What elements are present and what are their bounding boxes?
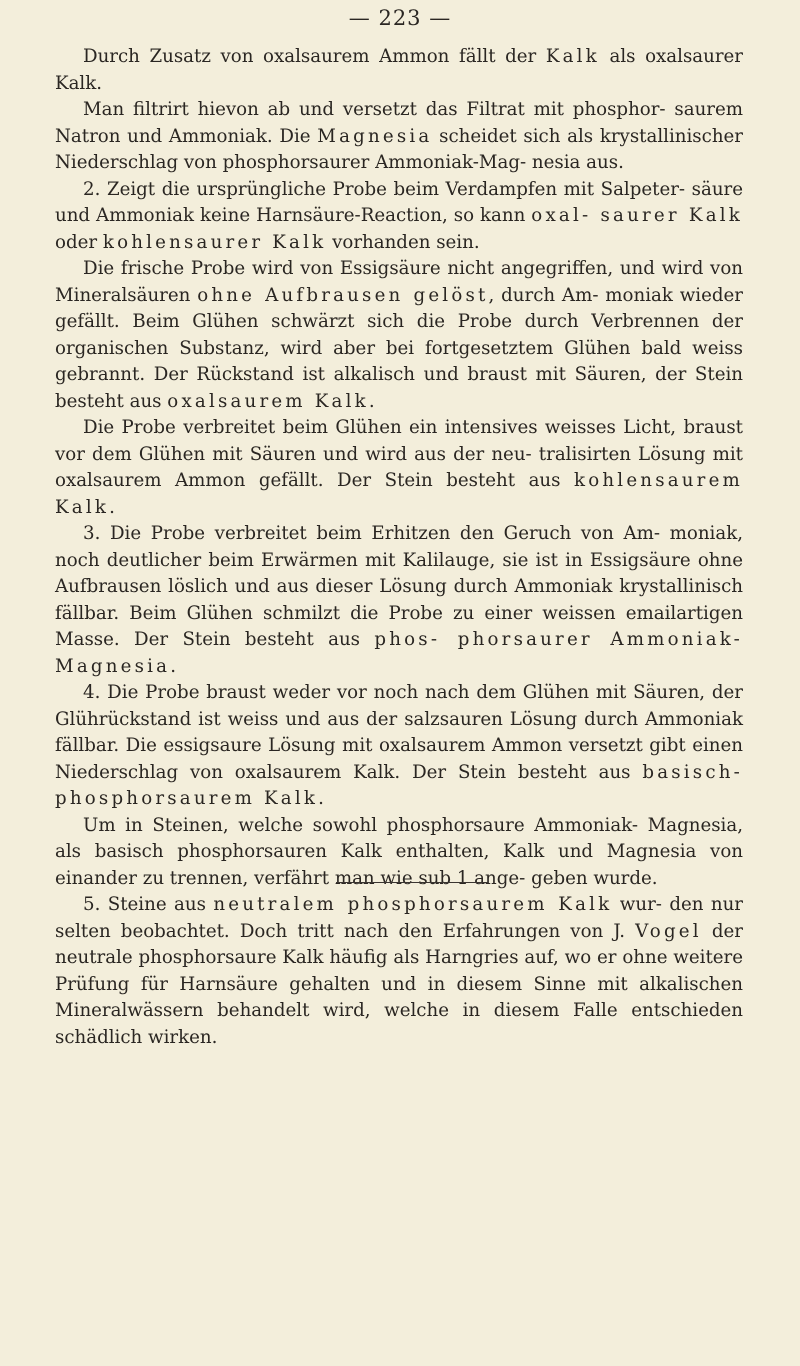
text-run: Man filtrirt hievon ab und versetzt das Filtrat mit phosphor- saurem Natron und Ammoniak. Die (55, 99, 743, 147)
emphasized-text: basisch-phosphorsaurem Kalk (55, 761, 743, 809)
text-run: der neutrale phosphorsaure Kalk häufig als Harngries auf, wo er ohne weitere Prüfung für Harnsäure gehalten und in diesem Sinne mit alkalischen Mineralwässern behandelt wird, welche in diesem Falle entschieden schädlich wirken. (55, 920, 743, 1048)
text-run: scheidet sich als krystallinischer Niederschlag von phosphorsaurer Ammoniak-Mag- nesia aus. (55, 125, 743, 173)
text-run: . (318, 788, 324, 809)
text-run: Durch Zusatz von oxalsaurem Ammon fällt der (83, 46, 546, 67)
text-run: wur- den nur selten beobachtet. Doch tritt nach den Erfahrungen von J. (55, 894, 743, 942)
emphasized-text: ohne Aufbrausen gelöst (197, 284, 489, 306)
emphasized-text: neutralem phosphorsaurem Kalk (213, 894, 613, 915)
paragraph-p1 (55, 44, 743, 97)
emphasized-text: kohlensaurer Kalk (102, 231, 327, 253)
footer-rule (336, 882, 488, 883)
text-run: Die Probe verbreitet beim Glühen ein intensives weisses Licht, braust vor dem Glühen mit Säuren und wird aus der neu- tralisirten Lösung mit oxalsaurem Ammon gefällt. Der Stein besteht aus (55, 417, 743, 491)
text-run: . (368, 390, 375, 412)
paragraph-p9 (55, 892, 743, 1051)
paragraph-p4 (55, 256, 743, 415)
emphasized-text: Vogel (635, 920, 702, 942)
text-run: , durch Am- moniak wieder gefällt. Beim Glühen schwärzt sich die Probe durch Verbrennen der organischen Substanz, wird aber bei fortgesetztem Glühen bald weiss gebrannt. Der Rückstand ist alkalisch und braust mit Säuren, der Stein besteht aus (55, 284, 743, 412)
paragraph-p7 (55, 680, 743, 813)
text-run: 3. Die Probe verbreitet beim Erhitzen den Geruch von Am- moniak, noch deutlicher beim Erwärmen mit Kalilauge, sie ist in Essigsäure ohne Aufbrausen löslich und aus dieser Lösung durch Ammoniak krystallinisch fällbar. Beim Glühen schmilzt die Probe zu einer weissen emailartigen Masse. Der Stein besteht aus (55, 523, 743, 650)
paragraph-p3 (55, 177, 743, 257)
emphasized-text: Kalk (545, 46, 600, 67)
text-run: Die frische Probe wird von Essigsäure nicht angegriffen, und wird von Mineralsäuren (55, 258, 743, 306)
text-run: vorhanden sein. (326, 231, 480, 253)
emphasized-text: oxalsaurem Kalk (167, 390, 369, 412)
page-number: — 223 — (348, 6, 452, 30)
emphasized-text: phos- phorsaurer Ammoniak-Magnesia (55, 629, 743, 677)
text-run: oder (55, 231, 103, 253)
emphasized-text: oxal- saurer Kalk (531, 205, 743, 226)
text-run: 5. Steine aus (83, 894, 214, 915)
text-run: Um in Steinen, welche sowohl phosphorsaure Ammoniak- Magnesia, als basisch phosphorsauren Kalk enthalten, Kalk und Magnesia von einander zu trennen, verfährt man wie sub 1 ange- geben wurde. (55, 814, 743, 889)
paragraph-p5 (55, 415, 743, 521)
emphasized-text: kohlensaurem Kalk (55, 470, 743, 518)
text-run: . (170, 655, 176, 677)
text-run: 2. Zeigt die ursprüngliche Probe beim Verdampfen mit Salpeter- säure und Ammoniak keine Harnsäure-Reaction, so kann (55, 178, 743, 226)
emphasized-text: Magnesia (317, 125, 433, 147)
body-text (55, 44, 743, 1051)
paragraph-p6 (55, 521, 743, 680)
text-run: 4. Die Probe braust weder vor noch nach dem Glühen mit Säuren, der Glührückstand ist weiss und aus der salzsauren Lösung durch Ammoniak fällbar. Die essigsaure Lösung mit oxalsaurem Ammon versetzt gibt einen Niederschlag von oxalsaurem Kalk. Der Stein besteht aus (55, 682, 743, 783)
text-run: als oxalsaurer Kalk. (55, 46, 743, 94)
paragraph-p8 (55, 813, 743, 893)
text-run: . (109, 496, 115, 518)
paragraph-p2 (55, 97, 743, 177)
